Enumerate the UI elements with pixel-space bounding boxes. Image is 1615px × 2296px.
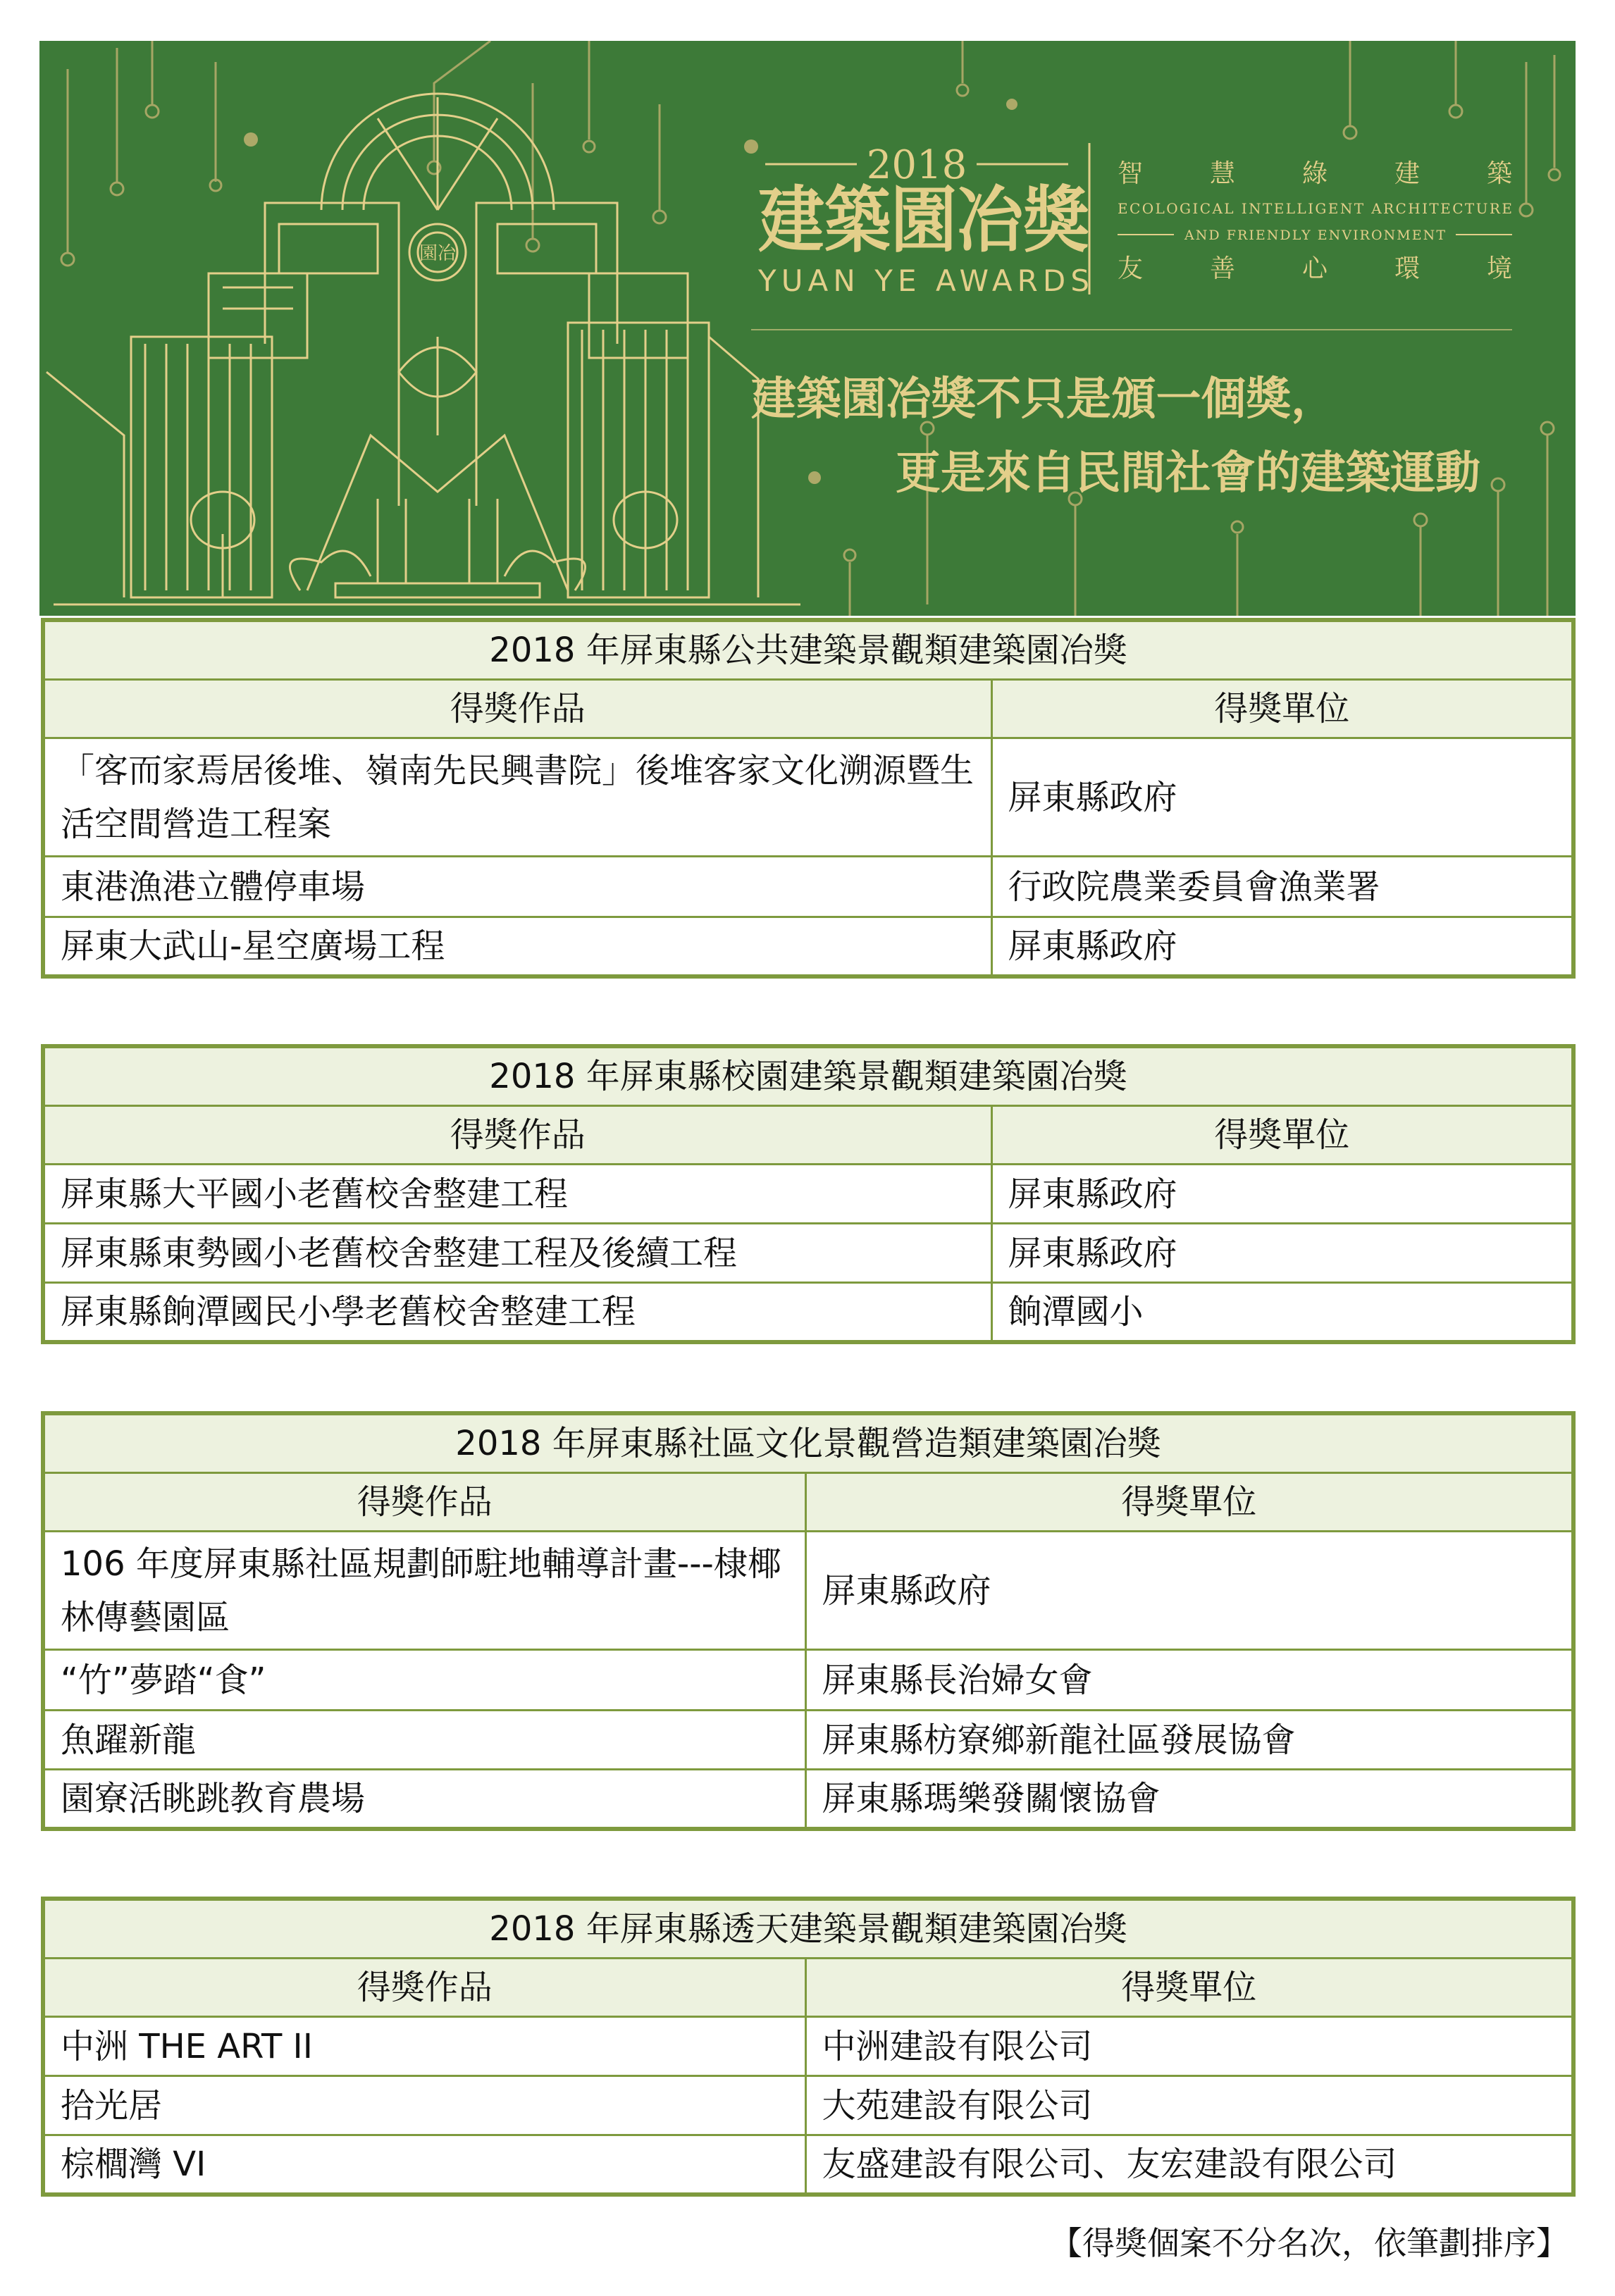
table-row bbox=[43, 1532, 1573, 1650]
table-title: 2018 年屏東縣透天建築景觀類建築園冶獎 bbox=[43, 1899, 1573, 1959]
table-title: 2018 年屏東縣校園建築景觀類建築園冶獎 bbox=[43, 1046, 1573, 1106]
table-row bbox=[43, 1224, 1573, 1283]
column-header-unit: 得獎單位 bbox=[805, 1959, 1573, 2017]
unit-cell: 行政院農業委員會漁業署 bbox=[991, 857, 1573, 917]
unit-cell: 屏東縣瑪樂發關懷協會 bbox=[805, 1770, 1573, 1829]
table-row bbox=[43, 2017, 1573, 2076]
banner-subtitle-en: YUAN YE AWARDS bbox=[758, 263, 1089, 298]
work-cell: 屏東縣東勢國小老舊校舍整建工程及後續工程 bbox=[43, 1224, 991, 1283]
award-table-townhouse bbox=[41, 1897, 1576, 2197]
unit-cell: 屏東縣枋寮鄉新龍社區發展協會 bbox=[805, 1711, 1573, 1770]
banner-tagline-bottom: 友 善 心 環 境 bbox=[1118, 254, 1512, 283]
award-table-community bbox=[41, 1411, 1576, 1831]
work-cell: 拾光居 bbox=[43, 2076, 805, 2135]
table-row bbox=[43, 738, 1573, 857]
banner bbox=[39, 41, 1576, 616]
unit-cell: 屏東縣政府 bbox=[991, 1165, 1573, 1224]
table-title: 2018 年屏東縣公共建築景觀類建築園冶獎 bbox=[43, 620, 1573, 680]
unit-cell: 屏東縣政府 bbox=[991, 1224, 1573, 1283]
table-row bbox=[43, 1711, 1573, 1770]
work-cell: 棕櫚灣 VI bbox=[43, 2135, 805, 2195]
banner-tagline-top: 智 慧 綠 建 築 bbox=[1118, 159, 1512, 188]
table-row bbox=[43, 917, 1573, 976]
column-header-work: 得獎作品 bbox=[43, 1959, 805, 2017]
work-cell: 東港漁港立體停車場 bbox=[43, 857, 991, 917]
banner-tagline-en-1: ECOLOGICAL INTELLIGENT ARCHITECTURE bbox=[1118, 200, 1512, 217]
work-cell: 屏東縣餉潭國民小學老舊校舍整建工程 bbox=[43, 1283, 991, 1342]
unit-cell: 大苑建設有限公司 bbox=[805, 2076, 1573, 2135]
unit-cell: 屏東縣政府 bbox=[991, 738, 1573, 857]
table-row bbox=[43, 1165, 1573, 1224]
banner-artwork bbox=[39, 41, 1576, 616]
work-cell: 中洲 THE ART II bbox=[43, 2017, 805, 2076]
work-cell: 屏東大武山-星空廣場工程 bbox=[43, 917, 991, 976]
column-header-unit: 得獎單位 bbox=[805, 1473, 1573, 1532]
unit-cell: 屏東縣政府 bbox=[991, 917, 1573, 976]
footnote: 【得獎個案不分名次，依筆劃排序】 bbox=[1050, 2224, 1568, 2262]
column-header-work: 得獎作品 bbox=[43, 680, 991, 738]
unit-cell: 屏東縣長治婦女會 bbox=[805, 1650, 1573, 1711]
banner-tagline-en-2: AND FRIENDLY ENVIRONMENT bbox=[1184, 228, 1445, 243]
column-header-unit: 得獎單位 bbox=[991, 680, 1573, 738]
banner-title: 建築園冶獎 bbox=[758, 179, 1089, 263]
unit-cell: 友盛建設有限公司、友宏建設有限公司 bbox=[805, 2135, 1573, 2195]
table-title: 2018 年屏東縣社區文化景觀營造類建築園冶獎 bbox=[43, 1413, 1573, 1473]
table-row bbox=[43, 1650, 1573, 1711]
banner-logo-text: 園冶 bbox=[419, 243, 457, 264]
work-cell: 屏東縣大平國小老舊校舍整建工程 bbox=[43, 1165, 991, 1224]
banner-slogan-2: 更是來自民間社會的建築運動 bbox=[896, 447, 1480, 499]
banner-year: 2018 bbox=[866, 142, 967, 188]
unit-cell: 中洲建設有限公司 bbox=[805, 2017, 1573, 2076]
column-header-work: 得獎作品 bbox=[43, 1106, 991, 1165]
column-header-unit: 得獎單位 bbox=[991, 1106, 1573, 1165]
award-table-campus bbox=[41, 1044, 1576, 1344]
table-row bbox=[43, 1770, 1573, 1829]
award-table-public bbox=[41, 618, 1576, 979]
banner-slogan-1: 建築園冶獎不只是頒一個獎， bbox=[751, 373, 1336, 426]
column-header-work: 得獎作品 bbox=[43, 1473, 805, 1532]
table-row bbox=[43, 2135, 1573, 2195]
work-cell: “竹”夢踏“食” bbox=[43, 1650, 805, 1711]
work-cell: 園寮活眺跳教育農場 bbox=[43, 1770, 805, 1829]
table-row bbox=[43, 857, 1573, 917]
work-cell: 魚躍新龍 bbox=[43, 1711, 805, 1770]
table-row bbox=[43, 2076, 1573, 2135]
work-cell: 「客而家焉居後堆、嶺南先民興書院」後堆客家文化溯源暨生活空間營造工程案 bbox=[43, 738, 991, 857]
unit-cell: 屏東縣政府 bbox=[805, 1532, 1573, 1650]
work-cell: 106 年度屏東縣社區規劃師駐地輔導計畫---棣椰林傳藝園區 bbox=[43, 1532, 805, 1650]
unit-cell: 餉潭國小 bbox=[991, 1283, 1573, 1342]
table-row bbox=[43, 1283, 1573, 1342]
